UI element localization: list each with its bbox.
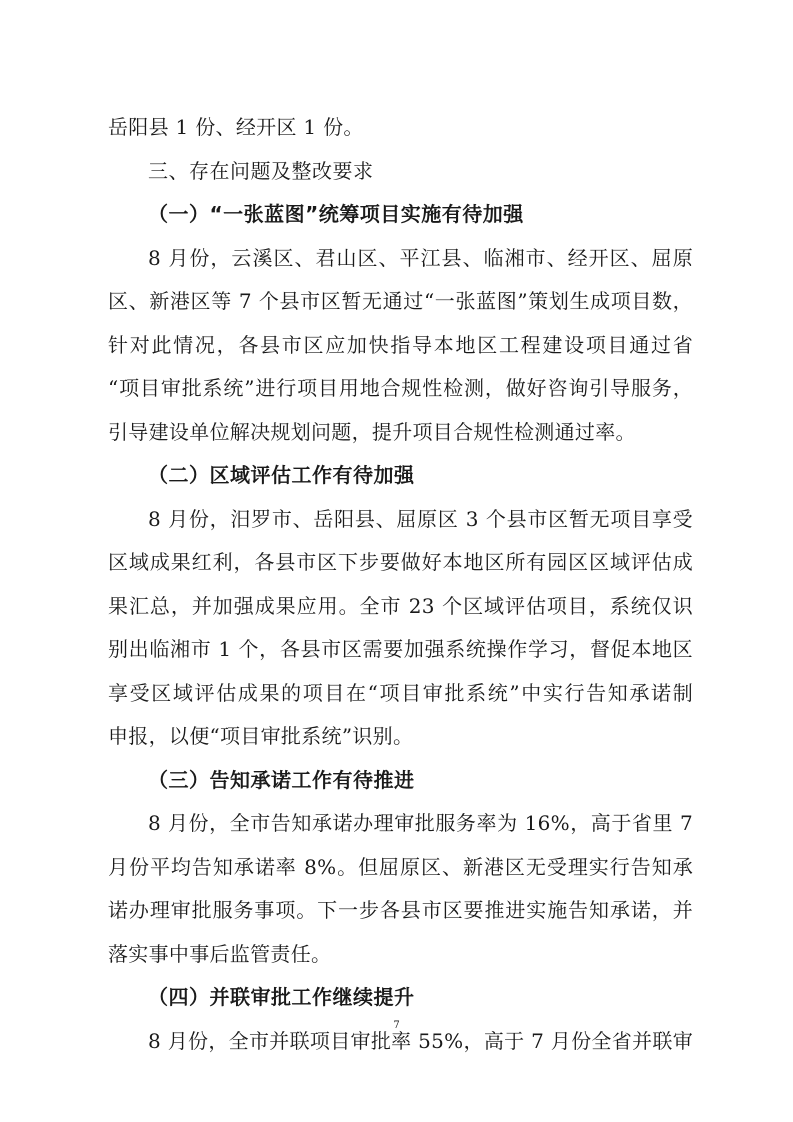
subsection-heading: （四）并联审批工作继续提升 xyxy=(148,985,415,1009)
body-line: 区、新港区等 7 个县市区暂无通过“一张蓝图”策划生成项目数， xyxy=(108,289,693,313)
body-line: 8 月份，云溪区、君山区、平江县、临湘市、经开区、屈原 xyxy=(148,246,693,270)
body-line: 引导建设单位解决规划问题，提升项目合规性检测通过率。 xyxy=(108,420,636,444)
body-line: 月份平均告知承诺率 8%。但屈原区、新港区无受理实行告知承 xyxy=(108,855,693,879)
subsection-heading: （二）区域评估工作有待加强 xyxy=(148,463,415,487)
body-line: 8 月份，全市并联项目审批率 55%，高于 7 月份全省并联审 xyxy=(148,1029,693,1053)
subsection-heading: （三）告知承诺工作有待推进 xyxy=(148,768,415,792)
body-line: 岳阳县 1 份、经开区 1 份。 xyxy=(108,115,364,139)
body-line: “项目审批系统”进行项目用地合规性检测，做好咨询引导服务， xyxy=(108,376,693,400)
subsection-heading: （一）“一张蓝图”统筹项目实施有待加强 xyxy=(148,202,524,226)
body-line: 申报，以便“项目审批系统”识别。 xyxy=(108,724,414,748)
body-line: 针对此情况，各县市区应加快指导本地区工程建设项目通过省 xyxy=(108,333,693,357)
body-line: 落实事中事后监管责任。 xyxy=(108,942,332,966)
body-line: 区域成果红利，各县市区下步要做好本地区所有园区区域评估成 xyxy=(108,550,693,574)
body-line: 享受区域评估成果的项目在“项目审批系统”中实行告知承诺制 xyxy=(108,681,693,705)
body-line: 果汇总，并加强成果应用。全市 23 个区域评估项目，系统仅识 xyxy=(108,594,693,618)
body-line: 8 月份，汨罗市、岳阳县、屈原区 3 个县市区暂无项目享受 xyxy=(148,507,693,531)
body-line: 诺办理审批服务事项。下一步各县市区要推进实施告知承诺，并 xyxy=(108,898,693,922)
body-line: 别出临湘市 1 个，各县市区需要加强系统操作学习，督促本地区 xyxy=(108,637,693,661)
page-number: 7 xyxy=(393,1020,400,1031)
section-title: 三、存在问题及整改要求 xyxy=(148,159,374,183)
body-line: 8 月份，全市告知承诺办理审批服务率为 16%，高于省里 7 xyxy=(148,811,693,835)
